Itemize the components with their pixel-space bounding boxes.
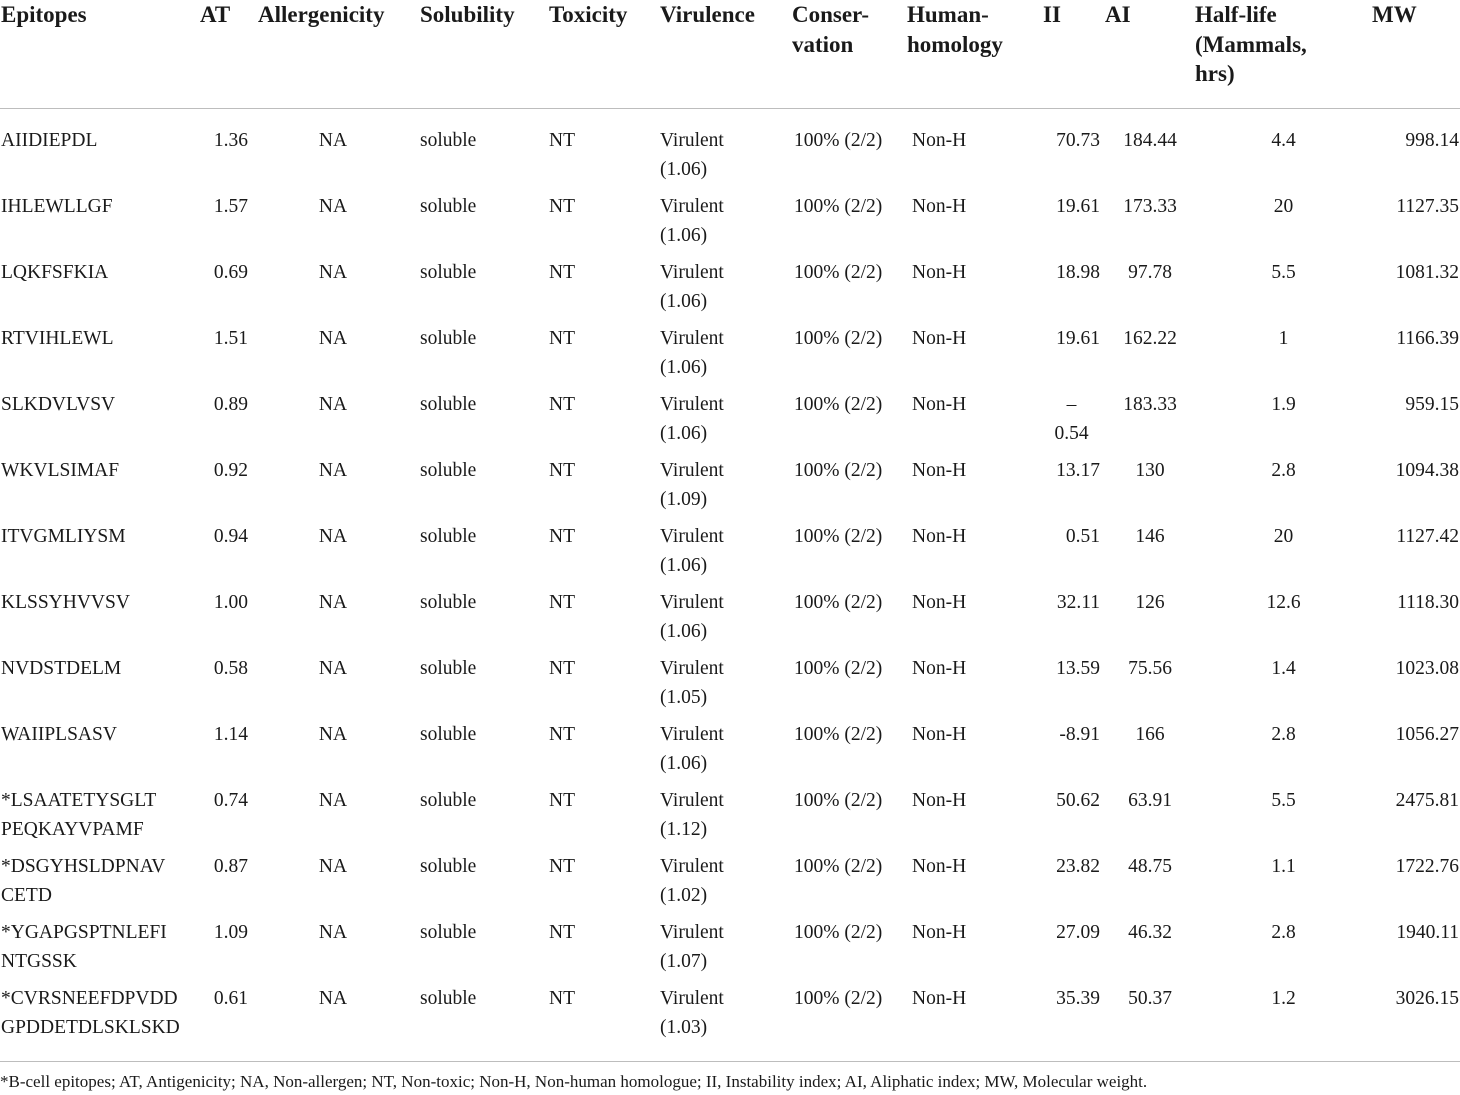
- cell-ii: 19.61: [1056, 327, 1100, 349]
- cell-allergenicity: NA: [318, 525, 348, 547]
- cell-at: 1.57: [213, 195, 248, 217]
- cell-at: 0.61: [213, 987, 248, 1009]
- cell-allergenicity: NA: [318, 921, 348, 943]
- cell-ii: – 0.54: [1054, 393, 1089, 444]
- cell-ii: 70.73: [1056, 130, 1100, 151]
- cell-human-homology: Non-H: [912, 195, 967, 217]
- table-row: [0, 720, 1460, 786]
- cell-solubility: soluble: [420, 855, 477, 877]
- cell-ai: 63.91: [1128, 789, 1172, 811]
- cell-allergenicity: NA: [318, 723, 348, 745]
- cell-solubility: soluble: [420, 723, 477, 745]
- cell-allergenicity: NA: [318, 789, 348, 811]
- cell-epitope: ITVGMLIYSM: [1, 525, 126, 547]
- cell-epitope: *DSGYHSLDPNAV CETD: [1, 855, 166, 906]
- cell-allergenicity: NA: [318, 459, 348, 481]
- table-row: [0, 522, 1460, 588]
- header-human-homology: Human- homology: [907, 0, 1043, 109]
- header-ii: II: [1043, 0, 1105, 109]
- cell-epitope: WAIIPLSASV: [1, 723, 117, 745]
- cell-ai: 126: [1135, 591, 1165, 613]
- cell-ai: 146: [1135, 525, 1165, 547]
- cell-mw: 998.14: [1405, 130, 1459, 151]
- cell-toxicity: NT: [549, 261, 575, 283]
- cell-virulence: Virulent (1.06): [660, 261, 724, 312]
- cell-ii: 32.11: [1056, 591, 1100, 613]
- cell-virulence: Virulent (1.06): [660, 393, 724, 444]
- cell-half-life: 1.2: [1271, 987, 1296, 1009]
- table-row: [0, 786, 1460, 852]
- cell-human-homology: Non-H: [912, 789, 967, 811]
- cell-human-homology: Non-H: [912, 393, 967, 415]
- cell-at: 0.92: [213, 459, 248, 481]
- cell-mw: 1081.32: [1395, 261, 1459, 283]
- cell-epitope: KLSSYHVVSV: [1, 591, 130, 613]
- cell-mw: 1127.42: [1396, 525, 1459, 547]
- table-row: [0, 588, 1460, 654]
- cell-virulence: Virulent (1.03): [660, 987, 724, 1038]
- cell-ai: 48.75: [1128, 855, 1172, 877]
- cell-ai: 75.56: [1128, 657, 1172, 679]
- cell-toxicity: NT: [549, 855, 575, 877]
- cell-solubility: soluble: [420, 921, 477, 943]
- cell-half-life: 1.9: [1271, 393, 1296, 415]
- cell-human-homology: Non-H: [912, 261, 967, 283]
- cell-at: 0.69: [213, 261, 248, 283]
- cell-half-life: 5.5: [1271, 261, 1296, 283]
- cell-human-homology: Non-H: [912, 130, 967, 151]
- table-footnote: *B-cell epitopes; AT, Antigenicity; NA, Non-allergen; NT, Non-toxic; Non-H, Non-human homologue; II, Instability index; AI, Aliphatic index; MW, Molecular weight.: [0, 1072, 1148, 1091]
- cell-ai: 184.44: [1123, 130, 1177, 151]
- cell-ai: 97.78: [1128, 261, 1172, 283]
- cell-allergenicity: NA: [318, 327, 348, 349]
- cell-conservation: 100% (2/2): [794, 130, 883, 151]
- cell-human-homology: Non-H: [912, 525, 967, 547]
- cell-ai: 50.37: [1128, 987, 1172, 1009]
- cell-epitope: AIIDIEPDL: [1, 130, 98, 151]
- cell-solubility: soluble: [420, 591, 477, 613]
- cell-conservation: 100% (2/2): [794, 459, 883, 481]
- cell-conservation: 100% (2/2): [794, 723, 883, 745]
- cell-human-homology: Non-H: [912, 987, 967, 1009]
- table-row: [0, 192, 1460, 258]
- table-row: [0, 654, 1460, 720]
- cell-solubility: soluble: [420, 657, 477, 679]
- cell-mw: 1940.11: [1396, 921, 1459, 943]
- cell-half-life: 5.5: [1271, 789, 1296, 811]
- cell-solubility: soluble: [420, 987, 477, 1009]
- cell-virulence: Virulent (1.12): [660, 789, 724, 840]
- cell-toxicity: NT: [549, 723, 575, 745]
- cell-ii: 0.51: [1065, 525, 1100, 547]
- cell-mw: 959.15: [1405, 393, 1459, 415]
- header-allergenicity: Allergenicity: [248, 0, 418, 109]
- cell-virulence: Virulent (1.09): [660, 459, 724, 510]
- cell-half-life: 1: [1278, 327, 1289, 349]
- cell-conservation: 100% (2/2): [794, 393, 883, 415]
- cell-at: 1.36: [213, 130, 248, 151]
- cell-conservation: 100% (2/2): [794, 195, 883, 217]
- cell-solubility: soluble: [420, 393, 477, 415]
- cell-at: 1.09: [213, 921, 248, 943]
- cell-ai: 162.22: [1123, 327, 1177, 349]
- header-conservation: Conser- vation: [792, 0, 907, 109]
- cell-allergenicity: NA: [318, 591, 348, 613]
- table-row: [0, 852, 1460, 918]
- cell-half-life: 1.1: [1271, 855, 1296, 877]
- cell-toxicity: NT: [549, 130, 575, 151]
- cell-virulence: Virulent (1.06): [660, 195, 724, 246]
- cell-virulence: Virulent (1.05): [660, 657, 724, 708]
- cell-toxicity: NT: [549, 459, 575, 481]
- cell-ii: 23.82: [1056, 855, 1100, 877]
- cell-human-homology: Non-H: [912, 327, 967, 349]
- cell-solubility: soluble: [420, 195, 477, 217]
- header-ai: AI: [1105, 0, 1195, 109]
- cell-half-life: 2.8: [1271, 921, 1296, 943]
- cell-epitope: NVDSTDELM: [1, 657, 122, 679]
- cell-toxicity: NT: [549, 327, 575, 349]
- cell-mw: 1056.27: [1395, 723, 1459, 745]
- cell-ai: 130: [1135, 459, 1165, 481]
- cell-epitope: WKVLSIMAF: [1, 459, 120, 481]
- cell-allergenicity: NA: [318, 987, 348, 1009]
- cell-conservation: 100% (2/2): [794, 789, 883, 811]
- table-row: [0, 984, 1460, 1056]
- cell-solubility: soluble: [420, 130, 477, 151]
- cell-conservation: 100% (2/2): [794, 987, 883, 1009]
- cell-virulence: Virulent (1.07): [660, 921, 724, 972]
- cell-toxicity: NT: [549, 657, 575, 679]
- cell-at: 0.94: [213, 525, 248, 547]
- cell-ai: 46.32: [1128, 921, 1172, 943]
- cell-solubility: soluble: [420, 525, 477, 547]
- cell-mw: 1118.30: [1397, 591, 1459, 613]
- cell-epitope: *YGAPGSPTNLEFI NTGSSK: [1, 921, 167, 972]
- cell-epitope: LQKFSFKIA: [1, 261, 109, 283]
- cell-epitope: SLKDVLVSV: [1, 393, 116, 415]
- header-row: [0, 0, 1460, 109]
- cell-solubility: soluble: [420, 789, 477, 811]
- cell-mw: 1127.35: [1396, 195, 1459, 217]
- cell-half-life: 2.8: [1271, 723, 1296, 745]
- header-toxicity: Toxicity: [546, 0, 657, 109]
- cell-virulence: Virulent (1.06): [660, 591, 724, 642]
- cell-human-homology: Non-H: [912, 855, 967, 877]
- cell-at: 0.74: [213, 789, 248, 811]
- cell-ii: 27.09: [1056, 921, 1100, 943]
- cell-ii: 13.17: [1056, 459, 1100, 481]
- cell-ii: 19.61: [1056, 195, 1100, 217]
- cell-human-homology: Non-H: [912, 459, 967, 481]
- table-row: [0, 258, 1460, 324]
- cell-toxicity: NT: [549, 987, 575, 1009]
- cell-conservation: 100% (2/2): [794, 921, 883, 943]
- cell-half-life: 1.4: [1271, 657, 1296, 679]
- header-epitopes: Epitopes: [0, 0, 200, 109]
- table-row: [0, 109, 1460, 192]
- cell-at: 1.00: [213, 591, 248, 613]
- cell-mw: 1722.76: [1395, 855, 1459, 877]
- cell-ai: 173.33: [1123, 195, 1177, 217]
- cell-ai: 183.33: [1123, 393, 1177, 415]
- cell-allergenicity: NA: [318, 195, 348, 217]
- footnote-divider: [0, 1061, 1460, 1062]
- cell-conservation: 100% (2/2): [794, 657, 883, 679]
- table-row: [0, 390, 1460, 456]
- cell-toxicity: NT: [549, 921, 575, 943]
- cell-at: 0.89: [213, 393, 248, 415]
- cell-conservation: 100% (2/2): [794, 525, 883, 547]
- cell-at: 1.14: [213, 723, 248, 745]
- cell-mw: 3026.15: [1395, 987, 1459, 1009]
- cell-solubility: soluble: [420, 327, 477, 349]
- cell-virulence: Virulent (1.06): [660, 723, 724, 774]
- cell-mw: 2475.81: [1395, 789, 1459, 811]
- table-row: [0, 918, 1460, 984]
- cell-conservation: 100% (2/2): [794, 855, 883, 877]
- cell-virulence: Virulent (1.06): [660, 525, 724, 576]
- cell-epitope: *CVRSNEEFDPVDD GPDDETDLSKLSKD: [1, 987, 180, 1038]
- header-solubility: Solubility: [418, 0, 546, 109]
- header-virulence: Virulence: [657, 0, 792, 109]
- cell-half-life: 4.4: [1271, 130, 1296, 151]
- cell-allergenicity: NA: [318, 393, 348, 415]
- cell-at: 0.58: [213, 657, 248, 679]
- cell-conservation: 100% (2/2): [794, 591, 883, 613]
- cell-virulence: Virulent (1.02): [660, 855, 724, 906]
- cell-ai: 166: [1135, 723, 1165, 745]
- cell-half-life: 20: [1273, 195, 1294, 217]
- cell-human-homology: Non-H: [912, 591, 967, 613]
- cell-at: 0.87: [213, 855, 248, 877]
- table-row: [0, 324, 1460, 390]
- cell-conservation: 100% (2/2): [794, 327, 883, 349]
- cell-at: 1.51: [213, 327, 248, 349]
- cell-ii: -8.91: [1059, 723, 1100, 745]
- cell-human-homology: Non-H: [912, 657, 967, 679]
- cell-ii: 35.39: [1056, 987, 1100, 1009]
- cell-toxicity: NT: [549, 591, 575, 613]
- cell-ii: 50.62: [1056, 789, 1100, 811]
- cell-toxicity: NT: [549, 393, 575, 415]
- cell-epitope: *LSAATETYSGLT PEQKAYVPAMF: [1, 789, 157, 840]
- cell-allergenicity: NA: [318, 130, 348, 151]
- cell-epitope: IHLEWLLGF: [1, 195, 113, 217]
- header-mw: MW: [1372, 0, 1460, 109]
- cell-ii: 18.98: [1056, 261, 1100, 283]
- table-row: [0, 456, 1460, 522]
- cell-toxicity: NT: [549, 789, 575, 811]
- header-at: AT: [200, 0, 248, 109]
- cell-solubility: soluble: [420, 261, 477, 283]
- cell-virulence: Virulent (1.06): [660, 327, 724, 378]
- cell-mw: 1166.39: [1396, 327, 1459, 349]
- cell-allergenicity: NA: [318, 657, 348, 679]
- cell-virulence: Virulent (1.06): [660, 130, 724, 180]
- cell-half-life: 20: [1273, 525, 1294, 547]
- cell-human-homology: Non-H: [912, 921, 967, 943]
- cell-toxicity: NT: [549, 195, 575, 217]
- cell-half-life: 12.6: [1266, 591, 1301, 613]
- cell-epitope: RTVIHLEWL: [1, 327, 114, 349]
- cell-solubility: soluble: [420, 459, 477, 481]
- cell-conservation: 100% (2/2): [794, 261, 883, 283]
- cell-allergenicity: NA: [318, 855, 348, 877]
- cell-ii: 13.59: [1056, 657, 1100, 679]
- cell-allergenicity: NA: [318, 261, 348, 283]
- cell-mw: 1023.08: [1395, 657, 1459, 679]
- header-half-life: Half-life (Mammals, hrs): [1195, 0, 1372, 109]
- cell-half-life: 2.8: [1271, 459, 1296, 481]
- cell-toxicity: NT: [549, 525, 575, 547]
- cell-mw: 1094.38: [1395, 459, 1459, 481]
- cell-human-homology: Non-H: [912, 723, 967, 745]
